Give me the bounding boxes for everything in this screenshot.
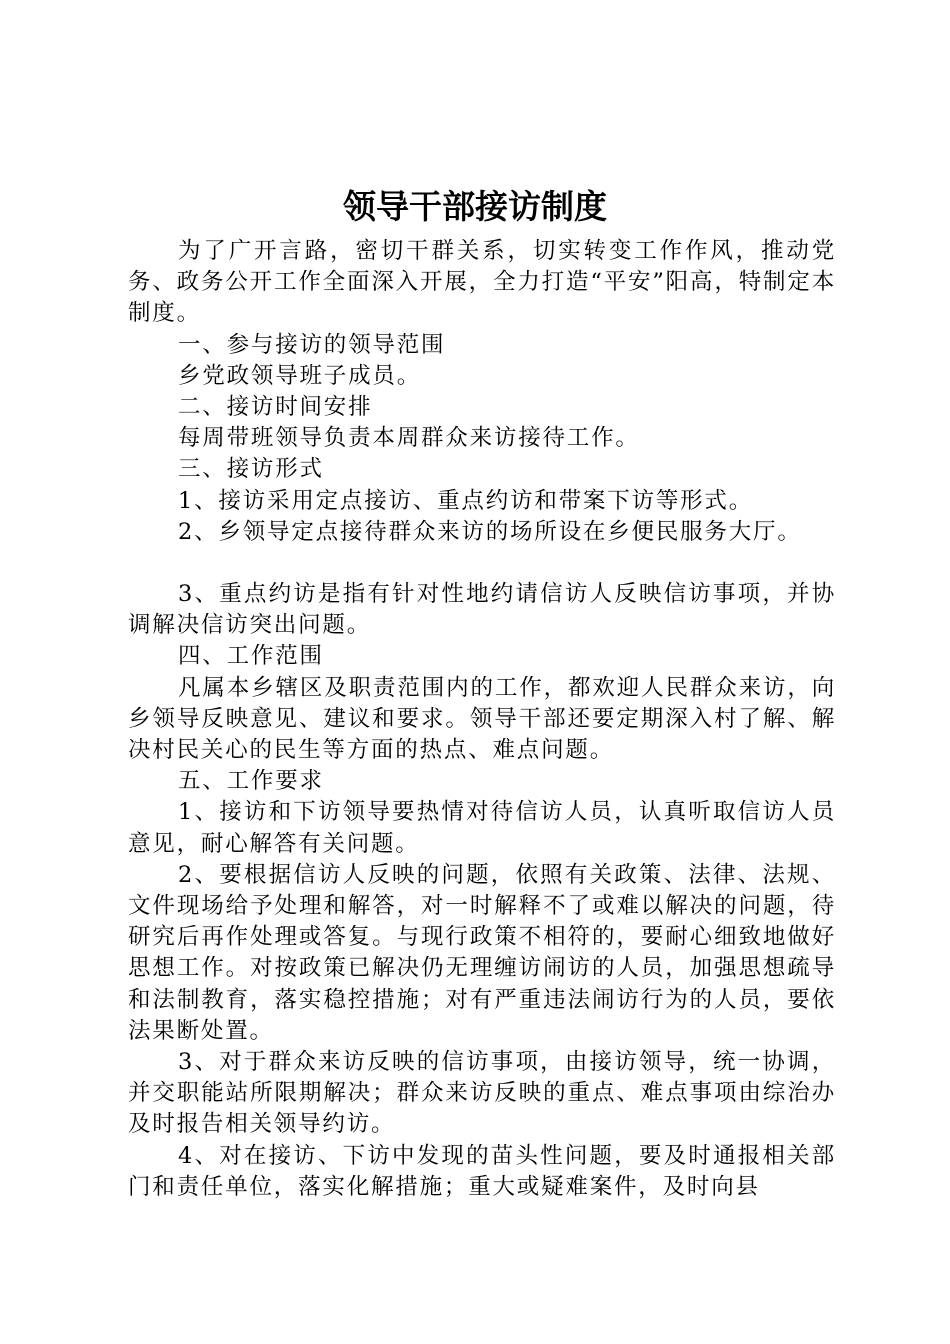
list-item: 1、接访和下访领导要热情对待信访人员，认真听取信访人员意见，耐心解答有关问题。 <box>128 799 836 857</box>
list-item: 3、重点约访是指有针对性地约请信访人反映信访事项，并协调解决信访突出问题。 <box>128 581 836 639</box>
paragraph: 凡属本乡辖区及职责范围内的工作，都欢迎人民群众来访，向乡领导反映意见、建议和要求。领导干部还要定期深入村了解、解决村民关心的民生等方面的热点、难点问题。 <box>128 674 836 764</box>
paragraph: 乡党政领导班子成员。 <box>178 362 422 389</box>
list-item: 2、乡领导定点接待群众来访的场所设在乡便民服务大厅。 <box>178 518 802 545</box>
list-item: 3、对于群众来访反映的信访事项，由接访领导，统一协调，并交职能站所限期解决；群众来访反映的重点、难点事项由综治办及时报告相关领导约访。 <box>128 1049 836 1138</box>
paragraph-intro: 为了广开言路，密切干群关系，切实转变工作作风，推动党务、政务公开工作全面深入开展，全力打造“平安”阳高，特制定本制度。 <box>128 238 836 327</box>
section-heading-1: 一、参与接访的领导范围 <box>178 331 446 358</box>
document-title: 领导干部接访制度 <box>343 187 607 226</box>
section-heading-2: 二、接访时间安排 <box>178 394 373 421</box>
document-body <box>128 236 836 1203</box>
list-item: 1、接访采用定点接访、重点约访和带案下访等形式。 <box>178 487 754 514</box>
section-heading-3: 三、接访形式 <box>178 456 324 483</box>
section-heading-4: 四、工作范围 <box>178 643 324 670</box>
blank-line <box>128 548 836 579</box>
list-item: 2、要根据信访人反映的问题，依照有关政策、法律、法规、文件现场给予处理和解答，对一时解释不了或难以解决的问题，待研究后再作处理或答复。与现行政策不相符的，要耐心细致地做好思想工作。对按政策已解决仍无理缠访闹访的人员，加强思想疏导和法制教育，落实稳控措施；对有严重违法闹访行为的人员，要依法果断处置。 <box>128 861 836 1044</box>
section-heading-5: 五、工作要求 <box>178 768 324 795</box>
list-item: 4、对在接访、下访中发现的苗头性问题，要及时通报相关部门和责任单位，落实化解措施；重大或疑难案件，及时向县 <box>128 1142 836 1200</box>
paragraph: 每周带班领导负责本周群众来访接待工作。 <box>178 425 640 452</box>
